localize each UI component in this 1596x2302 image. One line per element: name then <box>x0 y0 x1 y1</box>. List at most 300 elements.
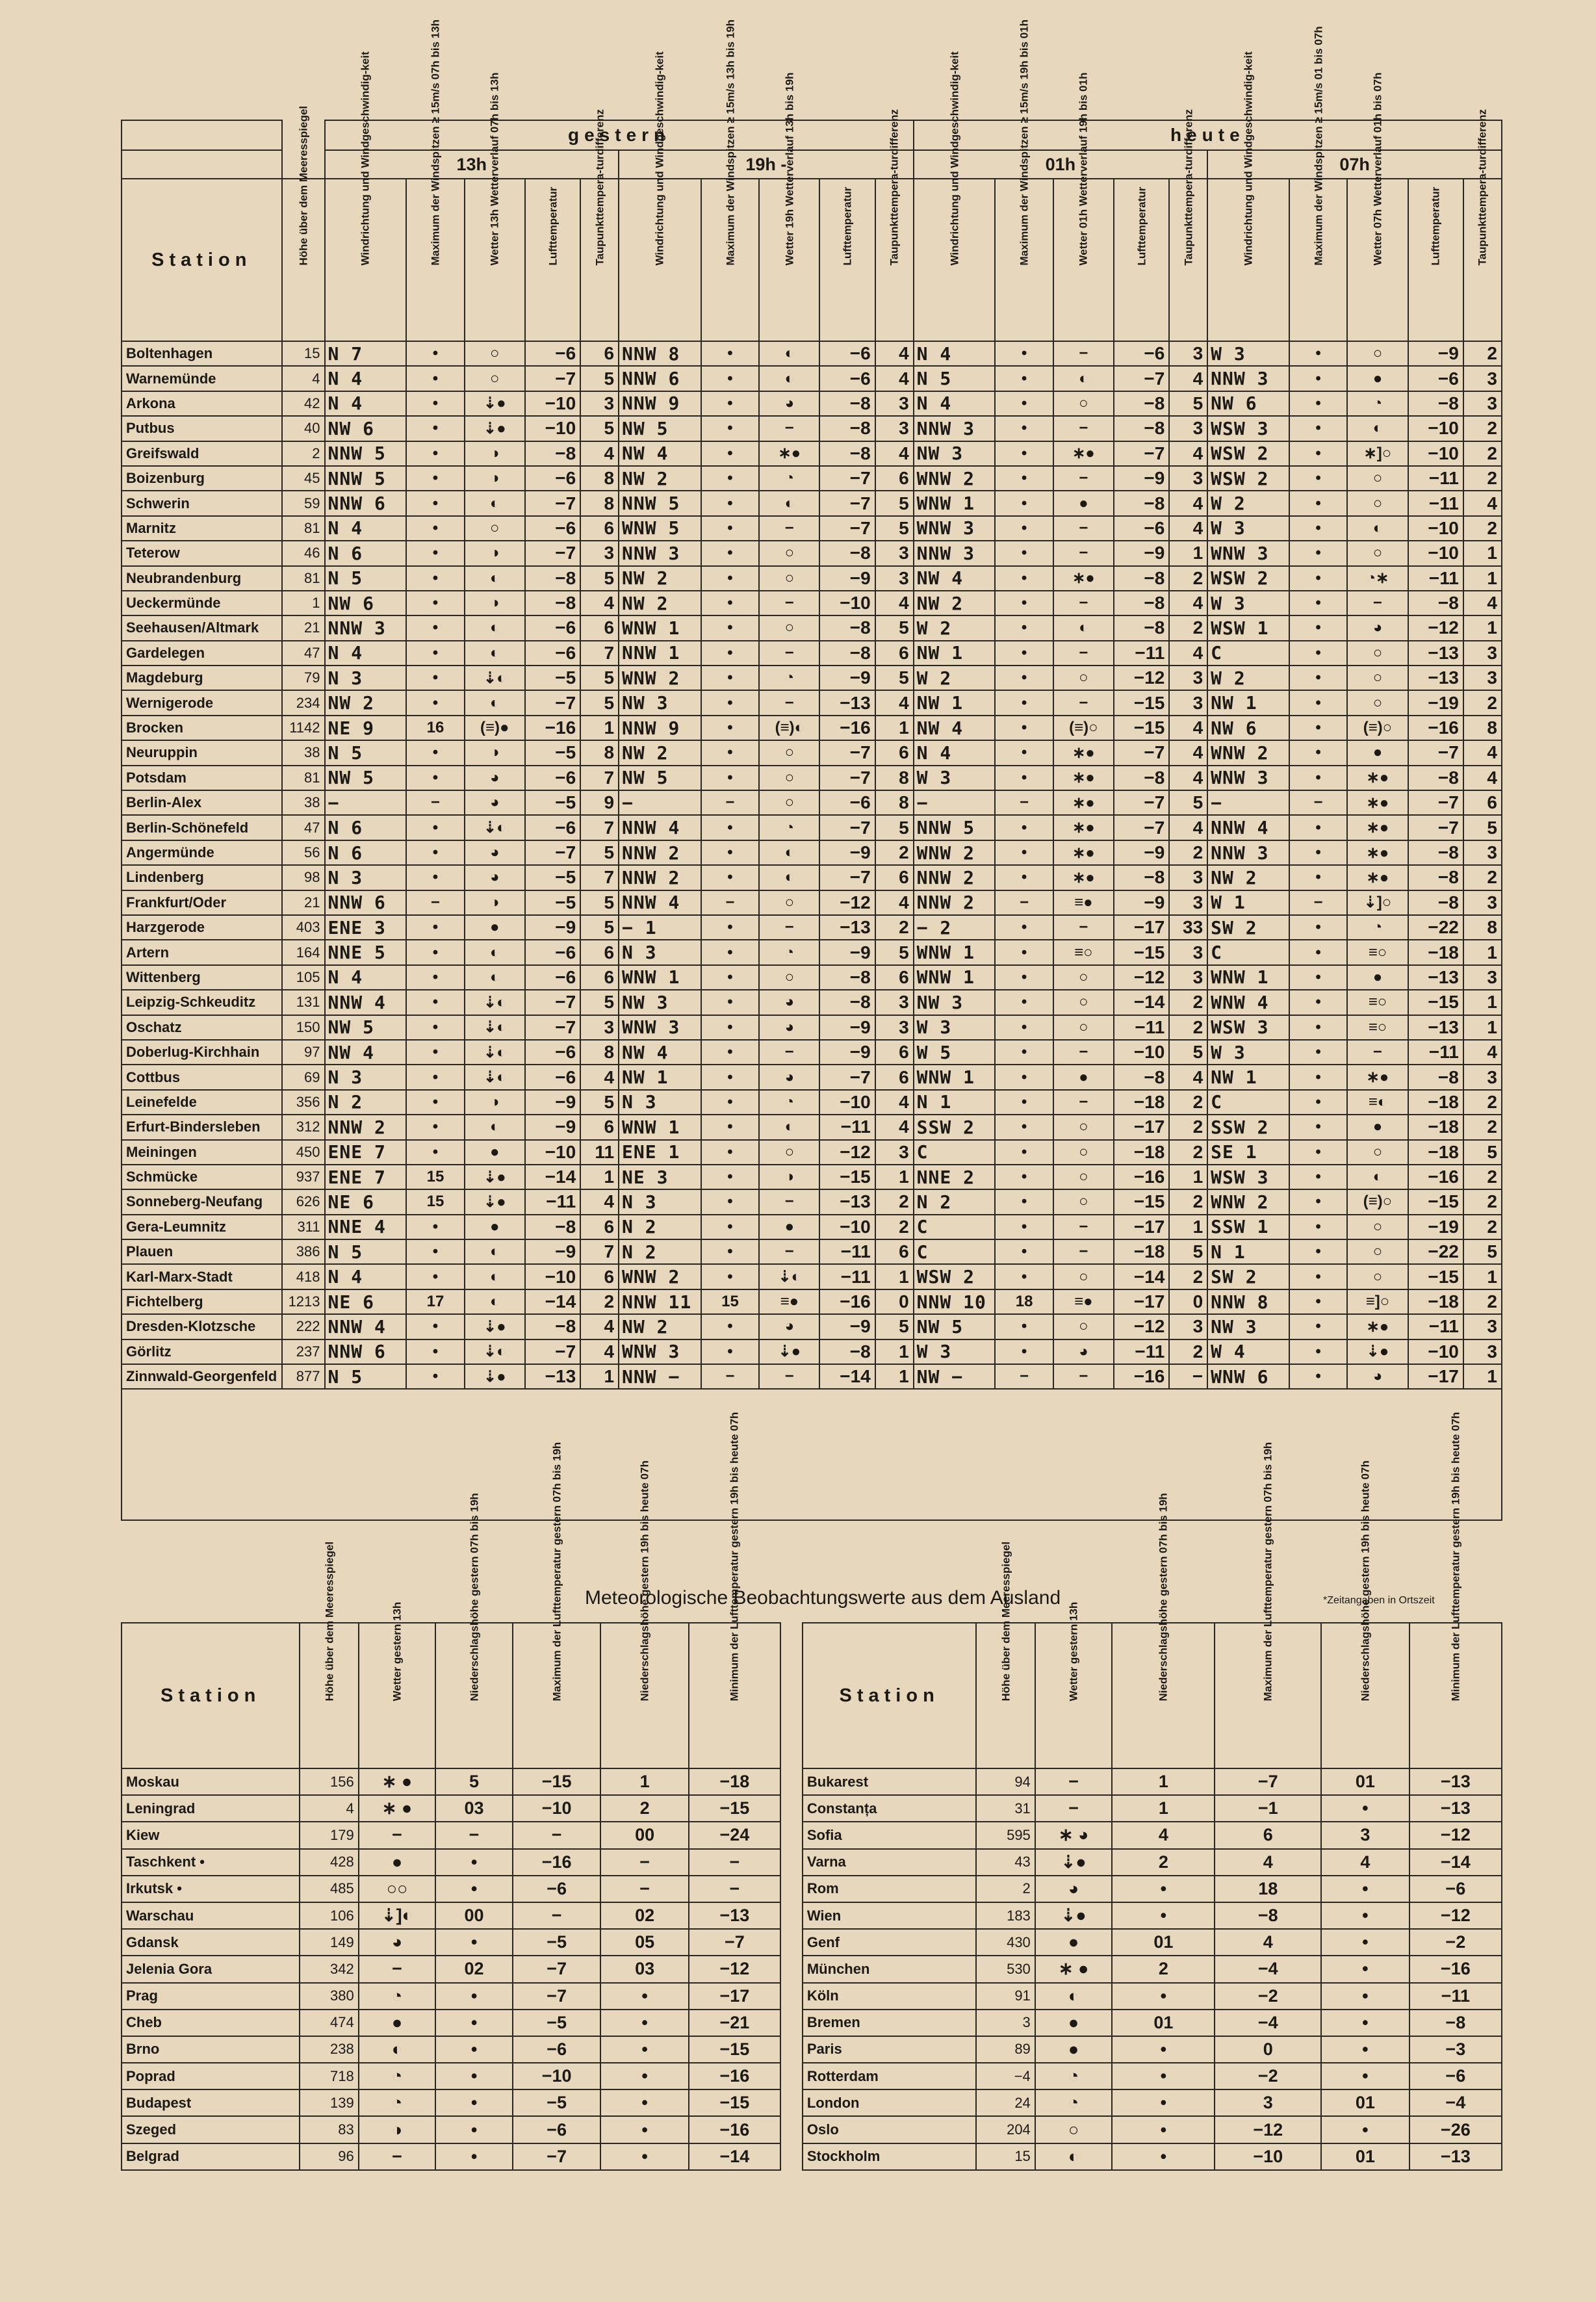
table-row <box>122 516 1502 541</box>
wind-cell: N 7 <box>325 341 407 366</box>
weather-cell: − <box>759 641 819 666</box>
wind-cell: NNW 2 <box>914 865 996 890</box>
station-name: Ueckermünde <box>122 591 282 615</box>
dewpoint-cell: 1 <box>875 1364 914 1389</box>
station-height: 403 <box>282 915 325 940</box>
weather-cell: − <box>759 1040 819 1065</box>
gust-cell: • <box>701 566 759 591</box>
weather-cell: − <box>1053 591 1114 615</box>
table-row <box>122 2063 1502 2089</box>
table-row <box>122 341 1502 366</box>
column-header: Windrichtung und Windgeschwindig-keit <box>325 179 407 341</box>
wind-cell: − 2 <box>914 915 996 940</box>
station-height: 15 <box>282 341 325 366</box>
station-name: Plauen <box>122 1239 282 1264</box>
wind-cell: NE 6 <box>325 1289 407 1314</box>
gust-cell: • <box>701 716 759 740</box>
weather-cell: ≡● <box>1053 1289 1114 1314</box>
weather-cell: ◕ <box>1347 1364 1408 1389</box>
weather-cell: ◐ <box>759 865 819 890</box>
dewpoint-cell: 3 <box>1463 965 1502 990</box>
table-row <box>122 740 1502 765</box>
weather-cell: ⇣◐ <box>465 990 525 1015</box>
temperature-cell: −15 <box>1408 1189 1463 1214</box>
dewpoint-cell: 3 <box>1463 641 1502 666</box>
table-row <box>122 1090 1502 1115</box>
temperature-cell: −10 <box>819 1215 875 1239</box>
temperature-cell: −18 <box>1408 1289 1463 1314</box>
wind-cell: NW 1 <box>1207 1065 1289 1089</box>
gust-cell: • <box>701 416 759 441</box>
wind-cell: WNW 2 <box>619 666 701 690</box>
weather-cell: ∗● <box>1347 865 1408 890</box>
precip-night-cell: 2 <box>600 1795 689 1822</box>
wind-cell: N 3 <box>619 1090 701 1115</box>
weather-cell: ⇣◐ <box>465 1339 525 1364</box>
weather-cell: ○ <box>1347 1215 1408 1239</box>
temperature-cell: −18 <box>1408 1140 1463 1165</box>
group-gestern: gestern <box>325 120 914 150</box>
precip-night-cell: • <box>600 2036 689 2063</box>
station-name: Taschkent • <box>122 1849 300 1876</box>
dewpoint-cell: 4 <box>1169 641 1207 666</box>
min-temp-cell: −7 <box>689 1929 780 1956</box>
temperature-cell: −7 <box>525 491 580 515</box>
gust-cell: • <box>406 740 464 765</box>
gust-cell: • <box>995 965 1053 990</box>
dewpoint-cell: 1 <box>580 1165 619 1189</box>
wind-cell: NW 2 <box>619 466 701 491</box>
temperature-cell: −7 <box>525 541 580 565</box>
station-name: Zinnwald-Georgenfeld <box>122 1364 282 1389</box>
dewpoint-cell: 0 <box>1169 1289 1207 1314</box>
wind-cell: ENE 3 <box>325 915 407 940</box>
temperature-cell: −7 <box>525 990 580 1015</box>
precip-day-cell: 03 <box>435 1795 513 1822</box>
weather-cell: − <box>1053 1215 1114 1239</box>
wind-cell: N 5 <box>914 366 996 391</box>
temperature-cell: −9 <box>525 915 580 940</box>
table-row <box>122 366 1502 391</box>
weather-cell: ◔ <box>359 2063 436 2089</box>
gust-cell: 15 <box>406 1189 464 1214</box>
gust-cell: • <box>995 716 1053 740</box>
station-name: Kiew <box>122 1822 300 1848</box>
wind-cell: NNW 4 <box>325 1314 407 1339</box>
wind-cell: W 2 <box>914 615 996 640</box>
wind-cell: NNW 3 <box>325 615 407 640</box>
temperature-cell: −6 <box>1114 341 1169 366</box>
dewpoint-cell: 4 <box>875 690 914 715</box>
precip-night-cell: 05 <box>600 1929 689 1956</box>
max-temp-cell: −15 <box>513 1768 601 1795</box>
precip-day-cell: • <box>1112 1983 1215 2010</box>
temperature-cell: −16 <box>1408 716 1463 740</box>
wind-cell: WNW 3 <box>619 1015 701 1040</box>
temperature-cell: −5 <box>525 890 580 915</box>
dewpoint-cell: 11 <box>580 1140 619 1165</box>
precip-night-cell: • <box>600 2010 689 2036</box>
temperature-cell: −11 <box>1408 1040 1463 1065</box>
wind-cell: NNW 4 <box>619 815 701 840</box>
temperature-cell: −8 <box>1408 865 1463 890</box>
dewpoint-cell: 3 <box>1463 1339 1502 1364</box>
gust-cell: 18 <box>995 1289 1053 1314</box>
dewpoint-cell: 1 <box>1463 1015 1502 1040</box>
dewpoint-cell: − <box>1169 1364 1207 1389</box>
dewpoint-cell: 6 <box>1463 790 1502 815</box>
wind-cell: W 2 <box>914 666 996 690</box>
dewpoint-cell: 3 <box>1463 391 1502 416</box>
weather-cell: ◕ <box>759 990 819 1015</box>
dewpoint-cell: 5 <box>580 566 619 591</box>
gust-cell: − <box>701 790 759 815</box>
wind-cell: NNE 2 <box>914 1165 996 1189</box>
min-temp-cell: −13 <box>1409 1795 1502 1822</box>
gust-cell: • <box>406 965 464 990</box>
gust-cell: • <box>1289 965 1347 990</box>
gust-cell: • <box>995 615 1053 640</box>
temperature-cell: −14 <box>819 1364 875 1389</box>
precip-day-cell: • <box>435 2063 513 2089</box>
station-height: 937 <box>282 1165 325 1189</box>
weather-cell: − <box>1053 466 1114 491</box>
gust-cell: • <box>701 690 759 715</box>
station-name: Wien <box>803 1902 977 1929</box>
wind-cell: WSW 2 <box>914 1264 996 1289</box>
temperature-cell: −22 <box>1408 915 1463 940</box>
weather-cell: ○ <box>1053 1140 1114 1165</box>
weather-cell: ○ <box>759 766 819 790</box>
gust-cell: • <box>406 990 464 1015</box>
dewpoint-cell: 5 <box>1169 391 1207 416</box>
weather-cell: ◕ <box>465 840 525 865</box>
wind-cell: NW 3 <box>1207 1314 1289 1339</box>
wind-cell: N 4 <box>914 341 996 366</box>
station-name: Wittenberg <box>122 965 282 990</box>
weather-cell: ● <box>1053 491 1114 515</box>
wind-cell: NNW 2 <box>619 865 701 890</box>
wind-cell: W 3 <box>1207 1040 1289 1065</box>
dewpoint-cell: 2 <box>1169 566 1207 591</box>
gust-cell: • <box>701 466 759 491</box>
table-row <box>122 2116 1502 2143</box>
temperature-cell: −6 <box>525 466 580 491</box>
temperature-cell: −7 <box>525 840 580 865</box>
wind-cell: WNW 1 <box>914 965 996 990</box>
dewpoint-cell: 4 <box>875 591 914 615</box>
station-name: Artern <box>122 940 282 964</box>
weather-cell: − <box>1053 1090 1114 1115</box>
table-row <box>122 1140 1502 1165</box>
weather-cell: ⇣● <box>465 1189 525 1214</box>
weather-cell: ≡○ <box>1347 940 1408 964</box>
precip-day-cell: • <box>435 2010 513 2036</box>
gust-cell: • <box>701 1040 759 1065</box>
wind-cell: SSW 2 <box>1207 1115 1289 1139</box>
weather-cell: ◐ <box>359 2036 436 2063</box>
station-height: 626 <box>282 1189 325 1214</box>
gust-cell: − <box>995 890 1053 915</box>
dewpoint-cell: 6 <box>580 965 619 990</box>
gust-cell: − <box>701 1364 759 1389</box>
weather-cell: (≡)● <box>465 716 525 740</box>
temperature-cell: −6 <box>1114 516 1169 541</box>
domestic-table-header <box>122 19 1502 341</box>
station-name: Görlitz <box>122 1339 282 1364</box>
dewpoint-cell: 3 <box>580 1015 619 1040</box>
dewpoint-cell: 1 <box>1463 1364 1502 1389</box>
foreign-table-title: Meteorologische Beobachtungswerte aus dem Ausland <box>585 1587 1061 1609</box>
temperature-cell: −15 <box>1114 940 1169 964</box>
wind-cell: NW 6 <box>325 591 407 615</box>
wind-cell: WNW 6 <box>1207 1364 1289 1389</box>
weather-cell: ⇣● <box>465 391 525 416</box>
gust-cell: • <box>995 666 1053 690</box>
station-name: Rom <box>803 1876 977 1902</box>
gust-cell: • <box>701 940 759 964</box>
dewpoint-cell: 5 <box>875 491 914 515</box>
weather-cell: ○○ <box>359 1876 436 1902</box>
station-height: 485 <box>300 1876 358 1902</box>
dewpoint-cell: 4 <box>875 366 914 391</box>
dewpoint-cell: 3 <box>875 1015 914 1040</box>
dewpoint-cell: 6 <box>875 740 914 765</box>
max-temp-cell: −10 <box>513 2063 601 2089</box>
station-name: Seehausen/Altmark <box>122 615 282 640</box>
precip-night-cell: • <box>1321 1795 1409 1822</box>
dewpoint-cell: 2 <box>1463 466 1502 491</box>
wind-cell: W 2 <box>1207 491 1289 515</box>
max-temp-cell: 4 <box>1215 1849 1321 1876</box>
temperature-cell: −6 <box>819 790 875 815</box>
precip-night-cell: − <box>600 1849 689 1876</box>
gust-cell: • <box>1289 615 1347 640</box>
weather-cell: ◐ <box>1347 416 1408 441</box>
dewpoint-cell: 5 <box>580 366 619 391</box>
wind-cell: ENE 1 <box>619 1140 701 1165</box>
temperature-cell: −7 <box>819 491 875 515</box>
min-temp-cell: −14 <box>1409 1849 1502 1876</box>
wind-cell: ENE 7 <box>325 1165 407 1189</box>
gust-cell: • <box>1289 1364 1347 1389</box>
weather-cell: ○ <box>759 541 819 565</box>
gust-cell: • <box>406 1314 464 1339</box>
min-temp-cell: −15 <box>689 2089 780 2116</box>
gust-cell: • <box>406 1015 464 1040</box>
station-name: Oslo <box>803 2116 977 2143</box>
station-height: 91 <box>976 1983 1035 2010</box>
weather-cell: − <box>759 690 819 715</box>
dewpoint-cell: 5 <box>580 915 619 940</box>
wind-cell: N 5 <box>325 1364 407 1389</box>
gust-cell: • <box>995 366 1053 391</box>
gust-cell: 16 <box>406 716 464 740</box>
station-height: 380 <box>300 1983 358 2010</box>
gust-cell: • <box>995 1115 1053 1139</box>
precip-day-cell: 01 <box>1112 2010 1215 2036</box>
height-column-header: Höhe über dem Meeresspiegel <box>282 179 325 341</box>
wind-cell: NW 3 <box>914 441 996 466</box>
station-height: 69 <box>282 1065 325 1089</box>
gust-cell: • <box>701 366 759 391</box>
station-height: 222 <box>282 1314 325 1339</box>
temperature-cell: −16 <box>1114 1165 1169 1189</box>
precip-night-cell: 4 <box>1321 1849 1409 1876</box>
temperature-cell: −8 <box>1408 840 1463 865</box>
gust-cell: • <box>1289 666 1347 690</box>
precip-day-cell: • <box>435 1876 513 1902</box>
weather-cell: ⇣● <box>465 1314 525 1339</box>
weather-cell: ○ <box>1347 466 1408 491</box>
station-name: Leipzig-Schkeuditz <box>122 990 282 1015</box>
dewpoint-cell: 3 <box>875 990 914 1015</box>
gust-cell: • <box>701 1339 759 1364</box>
wind-cell: − <box>619 790 701 815</box>
station-height: 31 <box>976 1795 1035 1822</box>
dewpoint-cell: 3 <box>1463 1314 1502 1339</box>
wind-cell: NW 2 <box>325 690 407 715</box>
wind-cell: W 3 <box>1207 516 1289 541</box>
weather-cell: ∗● <box>1053 740 1114 765</box>
min-temp-cell: −17 <box>689 1983 780 2010</box>
max-temp-cell: 4 <box>1215 1929 1321 1956</box>
wind-cell: W 3 <box>914 1015 996 1040</box>
wind-cell: SSW 1 <box>1207 1215 1289 1239</box>
wind-cell: NW 1 <box>914 641 996 666</box>
gust-cell: • <box>1289 915 1347 940</box>
station-name: Teterow <box>122 541 282 565</box>
dewpoint-cell: 5 <box>875 615 914 640</box>
wind-cell: N 3 <box>325 666 407 690</box>
weather-cell: ○ <box>1347 491 1408 515</box>
temperature-cell: −9 <box>819 1314 875 1339</box>
precip-night-cell: 01 <box>1321 1768 1409 1795</box>
wind-cell: WNW 1 <box>619 615 701 640</box>
table-row <box>122 466 1502 491</box>
station-name: Paris <box>803 2036 977 2063</box>
dewpoint-cell: 4 <box>875 341 914 366</box>
station-name: Karl-Marx-Stadt <box>122 1264 282 1289</box>
min-temp-cell: − <box>689 1849 780 1876</box>
gust-cell: • <box>1289 541 1347 565</box>
column-header: Niederschlagshöhe gestern 19h bis heute 07h <box>600 1623 689 1768</box>
temperature-cell: −5 <box>525 790 580 815</box>
table-row <box>122 615 1502 640</box>
min-temp-cell: −13 <box>1409 2143 1502 2170</box>
weather-cell: ⇣◐ <box>465 1065 525 1089</box>
dewpoint-cell: 3 <box>1169 690 1207 715</box>
wind-cell: N 3 <box>325 1065 407 1089</box>
weather-cell: ◕ <box>1035 1876 1113 1902</box>
wind-cell: N 4 <box>325 516 407 541</box>
gust-cell: • <box>995 1165 1053 1189</box>
table-row <box>122 2036 1502 2063</box>
precip-night-cell: 01 <box>1321 2089 1409 2116</box>
table-row <box>122 1065 1502 1089</box>
dewpoint-cell: 6 <box>580 1115 619 1139</box>
gust-cell: • <box>995 1090 1053 1115</box>
temperature-cell: −12 <box>819 890 875 915</box>
domestic-table-body <box>122 341 1502 1389</box>
wind-cell: WNW 1 <box>619 965 701 990</box>
wind-cell: NW 2 <box>619 740 701 765</box>
dewpoint-cell: 8 <box>580 466 619 491</box>
station-name: Dresden-Klotzsche <box>122 1314 282 1339</box>
wind-cell: NW 6 <box>1207 391 1289 416</box>
wind-cell: N 5 <box>325 1239 407 1264</box>
weather-cell: ◐ <box>1035 2143 1113 2170</box>
column-header: Wetter gestern 13h <box>1035 1623 1113 1768</box>
weather-cell: − <box>1053 1364 1114 1389</box>
table-row <box>122 1339 1502 1364</box>
gust-cell: • <box>701 766 759 790</box>
column-header: Wetter 01h Wetterverlauf 19h bis 01h <box>1053 179 1114 341</box>
temperature-cell: −10 <box>819 591 875 615</box>
wind-cell: N 2 <box>325 1090 407 1115</box>
table-row <box>122 666 1502 690</box>
precip-day-cell: • <box>1112 2116 1215 2143</box>
max-temp-cell: −6 <box>513 2036 601 2063</box>
weather-cell: ⇣● <box>465 1165 525 1189</box>
weather-cell: − <box>759 1239 819 1264</box>
dewpoint-cell: 2 <box>1169 1140 1207 1165</box>
weather-cell: ◕ <box>359 1929 436 1956</box>
dewpoint-cell: 4 <box>1169 766 1207 790</box>
precip-night-cell: 03 <box>600 1956 689 1982</box>
weather-cell: ∗● <box>1053 566 1114 591</box>
station-height: 83 <box>300 2116 358 2143</box>
temperature-cell: −9 <box>525 1239 580 1264</box>
table-row <box>122 1215 1502 1239</box>
temperature-cell: −6 <box>525 815 580 840</box>
weather-cell: ◑ <box>465 890 525 915</box>
weather-cell: ∗ ● <box>1035 1956 1113 1982</box>
wind-cell: NNW 8 <box>619 341 701 366</box>
column-header: Maximum der Lufttemperatur gestern 07h bis 19h <box>1215 1623 1321 1768</box>
weather-cell: ⇣◐ <box>465 815 525 840</box>
column-header: Lufttemperatur <box>1408 179 1463 341</box>
gust-cell: • <box>995 466 1053 491</box>
temperature-cell: −9 <box>525 1115 580 1139</box>
gust-cell: − <box>995 790 1053 815</box>
weather-cell: ● <box>1347 1115 1408 1139</box>
wind-cell: WNW 2 <box>619 1264 701 1289</box>
precip-night-cell: • <box>600 2143 689 2170</box>
station-name: Brocken <box>122 716 282 740</box>
weather-cell: ⇣● <box>1347 1339 1408 1364</box>
precip-day-cell: • <box>1112 2089 1215 2116</box>
gust-cell: • <box>995 541 1053 565</box>
temperature-cell: −6 <box>819 366 875 391</box>
temperature-cell: −8 <box>819 391 875 416</box>
dewpoint-cell: 2 <box>1169 1339 1207 1364</box>
gust-cell: • <box>701 615 759 640</box>
weather-cell: ⇣● <box>759 1339 819 1364</box>
table-row <box>122 441 1502 466</box>
precip-night-cell: 00 <box>600 1822 689 1848</box>
temperature-cell: −6 <box>525 940 580 964</box>
gust-cell: • <box>406 441 464 466</box>
column-header: Windrichtung und Windgeschwindig-keit <box>1207 179 1289 341</box>
max-temp-cell: −7 <box>1215 1768 1321 1795</box>
temperature-cell: −14 <box>1114 990 1169 1015</box>
gust-cell: • <box>995 641 1053 666</box>
dewpoint-cell: 6 <box>875 641 914 666</box>
table-row <box>122 1902 1502 1929</box>
dewpoint-cell: 3 <box>1169 1314 1207 1339</box>
dewpoint-cell: 5 <box>580 690 619 715</box>
